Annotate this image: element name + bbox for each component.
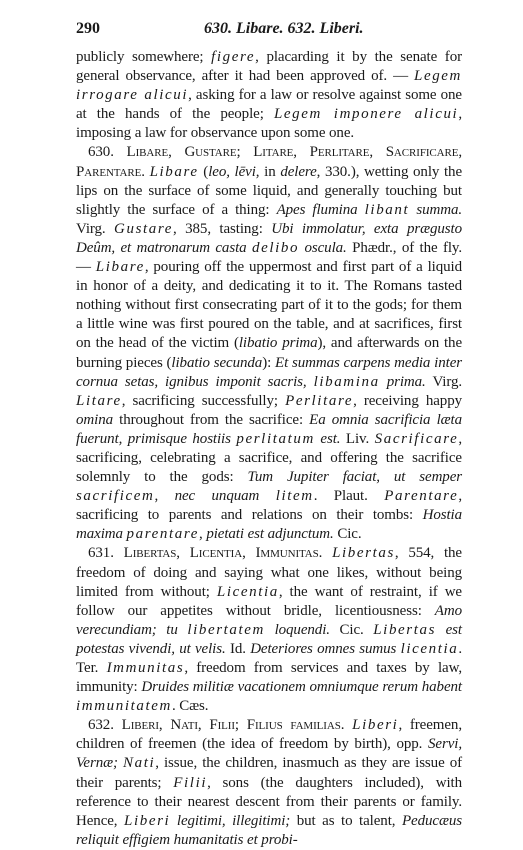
text-run: , placarding it by the senate for general observance, after it had been approved of. — (76, 49, 462, 85)
text-run: legitimi, illegitimi; (176, 812, 291, 829)
text-run: ( (198, 163, 209, 180)
text-run: omina (76, 411, 114, 428)
text-run: Perlitare (285, 392, 354, 409)
text-run: libatio secunda (171, 354, 263, 371)
paragraph-p632 (76, 716, 462, 850)
text-run: Druides militiæ vacationem omniumque rerum habent (141, 679, 462, 696)
text-run: , imposing a law for observance upon some one. (76, 106, 462, 142)
text-run: , sons (the daughters included), with reference to their nearest descent from their parents or family. Hence, (76, 774, 462, 829)
text-run: publicly somewhere; (76, 49, 212, 65)
text-run: Tum Jupiter faciat, ut semper (247, 469, 462, 486)
text-run: Libertas, Licentia, Immunitas. (123, 545, 323, 562)
text-run: Et summas carpens media inter cornua setas, ignibus imponit sacris, (76, 354, 462, 390)
text-run: . Ter. (76, 640, 463, 676)
text-run: Licentia (216, 583, 279, 600)
paragraph-p0 (76, 48, 462, 143)
text-run: Virg. (76, 220, 115, 237)
text-run: in (259, 163, 281, 180)
text-run: Hostia maxima (76, 507, 462, 543)
text-run: , (199, 526, 207, 543)
text-run: Apes flumina (276, 201, 358, 218)
text-run: summa. (416, 201, 463, 218)
text-run: Cic. (333, 526, 362, 543)
text-run: Virg. (425, 373, 463, 390)
text-run (265, 622, 275, 638)
text-run: delibo (251, 239, 300, 256)
text-run (259, 488, 275, 504)
running-title: 630. Libare. 632. Liberi. (204, 20, 364, 37)
text-run: oscula. (304, 239, 347, 256)
text-run: Deteriores omnes sumus (250, 640, 397, 657)
text-run: , freedom from services and taxes by law, immunity: (76, 660, 462, 696)
page-number: 290 (76, 20, 100, 37)
text-run (307, 374, 314, 390)
text-run: , the want of restraint, if we follow our appetites without bridle, licentiousness: (76, 583, 462, 619)
text-run: est. (320, 430, 341, 447)
text-run: litem (275, 488, 314, 505)
text-run: Liberi (352, 717, 399, 734)
text-run: leo, lēvi, (208, 163, 260, 180)
text-run: delere (280, 163, 317, 180)
text-run: 631. (88, 545, 124, 562)
text-run: Litare (76, 392, 122, 409)
text-run: Gustare (114, 220, 174, 237)
text-run: libertatem (187, 621, 265, 638)
text-run: Libare (95, 259, 145, 276)
text-run: , sacrificing successfully; (121, 392, 286, 409)
text-run: libamina (313, 373, 380, 390)
text-run (358, 202, 365, 218)
text-run: Liberi, Nati, Filii; Filius familias. (121, 717, 345, 734)
text-run: , asking for a law or resolve against some one at the hands of the people; (76, 87, 462, 123)
text-run: Cic. (329, 621, 374, 638)
text-run: Liv. (340, 430, 375, 447)
text-run: , 554, the freedom of doing and saying what one likes, without being limited from without; (76, 545, 462, 600)
text-run: licentia (400, 640, 459, 657)
text-run: Liberi (124, 812, 171, 829)
text-run: Immunitas (106, 660, 185, 676)
text-run: Libare (149, 163, 199, 180)
paragraph-p630 (76, 143, 462, 544)
text-run: sacrificem (76, 488, 155, 505)
text-run: but as to talent, (290, 812, 402, 829)
text-run: loquendi. (274, 621, 330, 638)
text-run: ): (262, 354, 275, 371)
text-run: parentare (126, 526, 199, 543)
text-run: , sacrificing to parents and relations on their tombs: (76, 488, 462, 524)
text-run: , 385, tasting: (173, 220, 272, 237)
text-run: Libertas (373, 621, 437, 638)
text-run: throughout from the sacrifice: (113, 411, 310, 428)
text-run: Sacrificare (374, 430, 459, 447)
text-run: 632. (88, 717, 122, 734)
text-run: prima. (386, 373, 426, 390)
text-run: . Plaut. (313, 488, 385, 505)
text-run: , pouring off the uppermost and first part of a liquid in honor of a deity, and dedicating it to it. The Romans tasted nothing without first consecrating part of it to the gods; for them a little wine was first poured on the table, and at sacrifices, first on the head of the victim ( (76, 259, 462, 352)
paragraph-p631 (76, 544, 462, 716)
text-run: Phædr., of the fly. — (76, 239, 463, 276)
text-run: perlitatum (236, 430, 315, 447)
text-run (322, 545, 332, 561)
text-run: immunitatem (76, 698, 172, 715)
text-run: Libare, Gustare; Litare, Perlitare, Sacrificare, Parentare. (76, 144, 462, 180)
text-run: Legem irrogare alicui (76, 68, 462, 104)
text-run: ), and afterwards on the burning pieces ( (76, 335, 462, 371)
text-run: Legem imponere alicui (273, 106, 459, 123)
text-run: libant (364, 201, 410, 218)
text-run: Ea omnia sacrificia læta fuerunt, primisque hostiis (76, 411, 463, 447)
text-run (178, 622, 188, 638)
text-run: , issue, the children, inasmuch as they are issue of their parents; (76, 755, 463, 791)
text-run: Ubi immolatur, exta prægusto Deûm, et matronarum casta (76, 220, 462, 256)
text-run (436, 622, 446, 638)
text-run: Peducæus reliquit effigiem humanitatis et probi- (76, 812, 463, 848)
text-run: 630. (88, 144, 127, 161)
text-run: libatio prima (238, 335, 318, 352)
text-run: figere (211, 49, 256, 65)
text-run: pietati est adjunctum. (206, 526, 334, 543)
text-run: Libertas (332, 545, 395, 562)
text-run (380, 374, 387, 390)
page-header (76, 20, 462, 42)
text-run: . Cæs. (171, 698, 209, 715)
text-run: Nati (123, 755, 156, 772)
text-run: Filii (173, 774, 208, 791)
text-run: est potestas vivendi, ut velis. (76, 621, 462, 657)
text-run: , sacrificing, celebrating a sacrifice, and offering the sacrifice solemnly to the gods: (76, 430, 462, 486)
text-run: Parentare (384, 488, 459, 505)
text-run: Amo verecundiam; tu (76, 602, 462, 638)
text-run: nec unquam (174, 488, 260, 505)
body-text (76, 48, 462, 850)
text-run: , freemen, children of freemen (the idea of freedom by birth), opp. (76, 717, 462, 753)
text-run: Servi, Vernæ; (76, 736, 462, 772)
text-run: , 330.), wetting only the lips on the surface of some liquid, and generally touching but slightly the surface of a thing: (76, 163, 462, 218)
text-run: Id. (225, 640, 251, 657)
text-run: , receiving happy (353, 392, 462, 409)
text-run: , (154, 488, 175, 505)
text-run (344, 717, 352, 733)
